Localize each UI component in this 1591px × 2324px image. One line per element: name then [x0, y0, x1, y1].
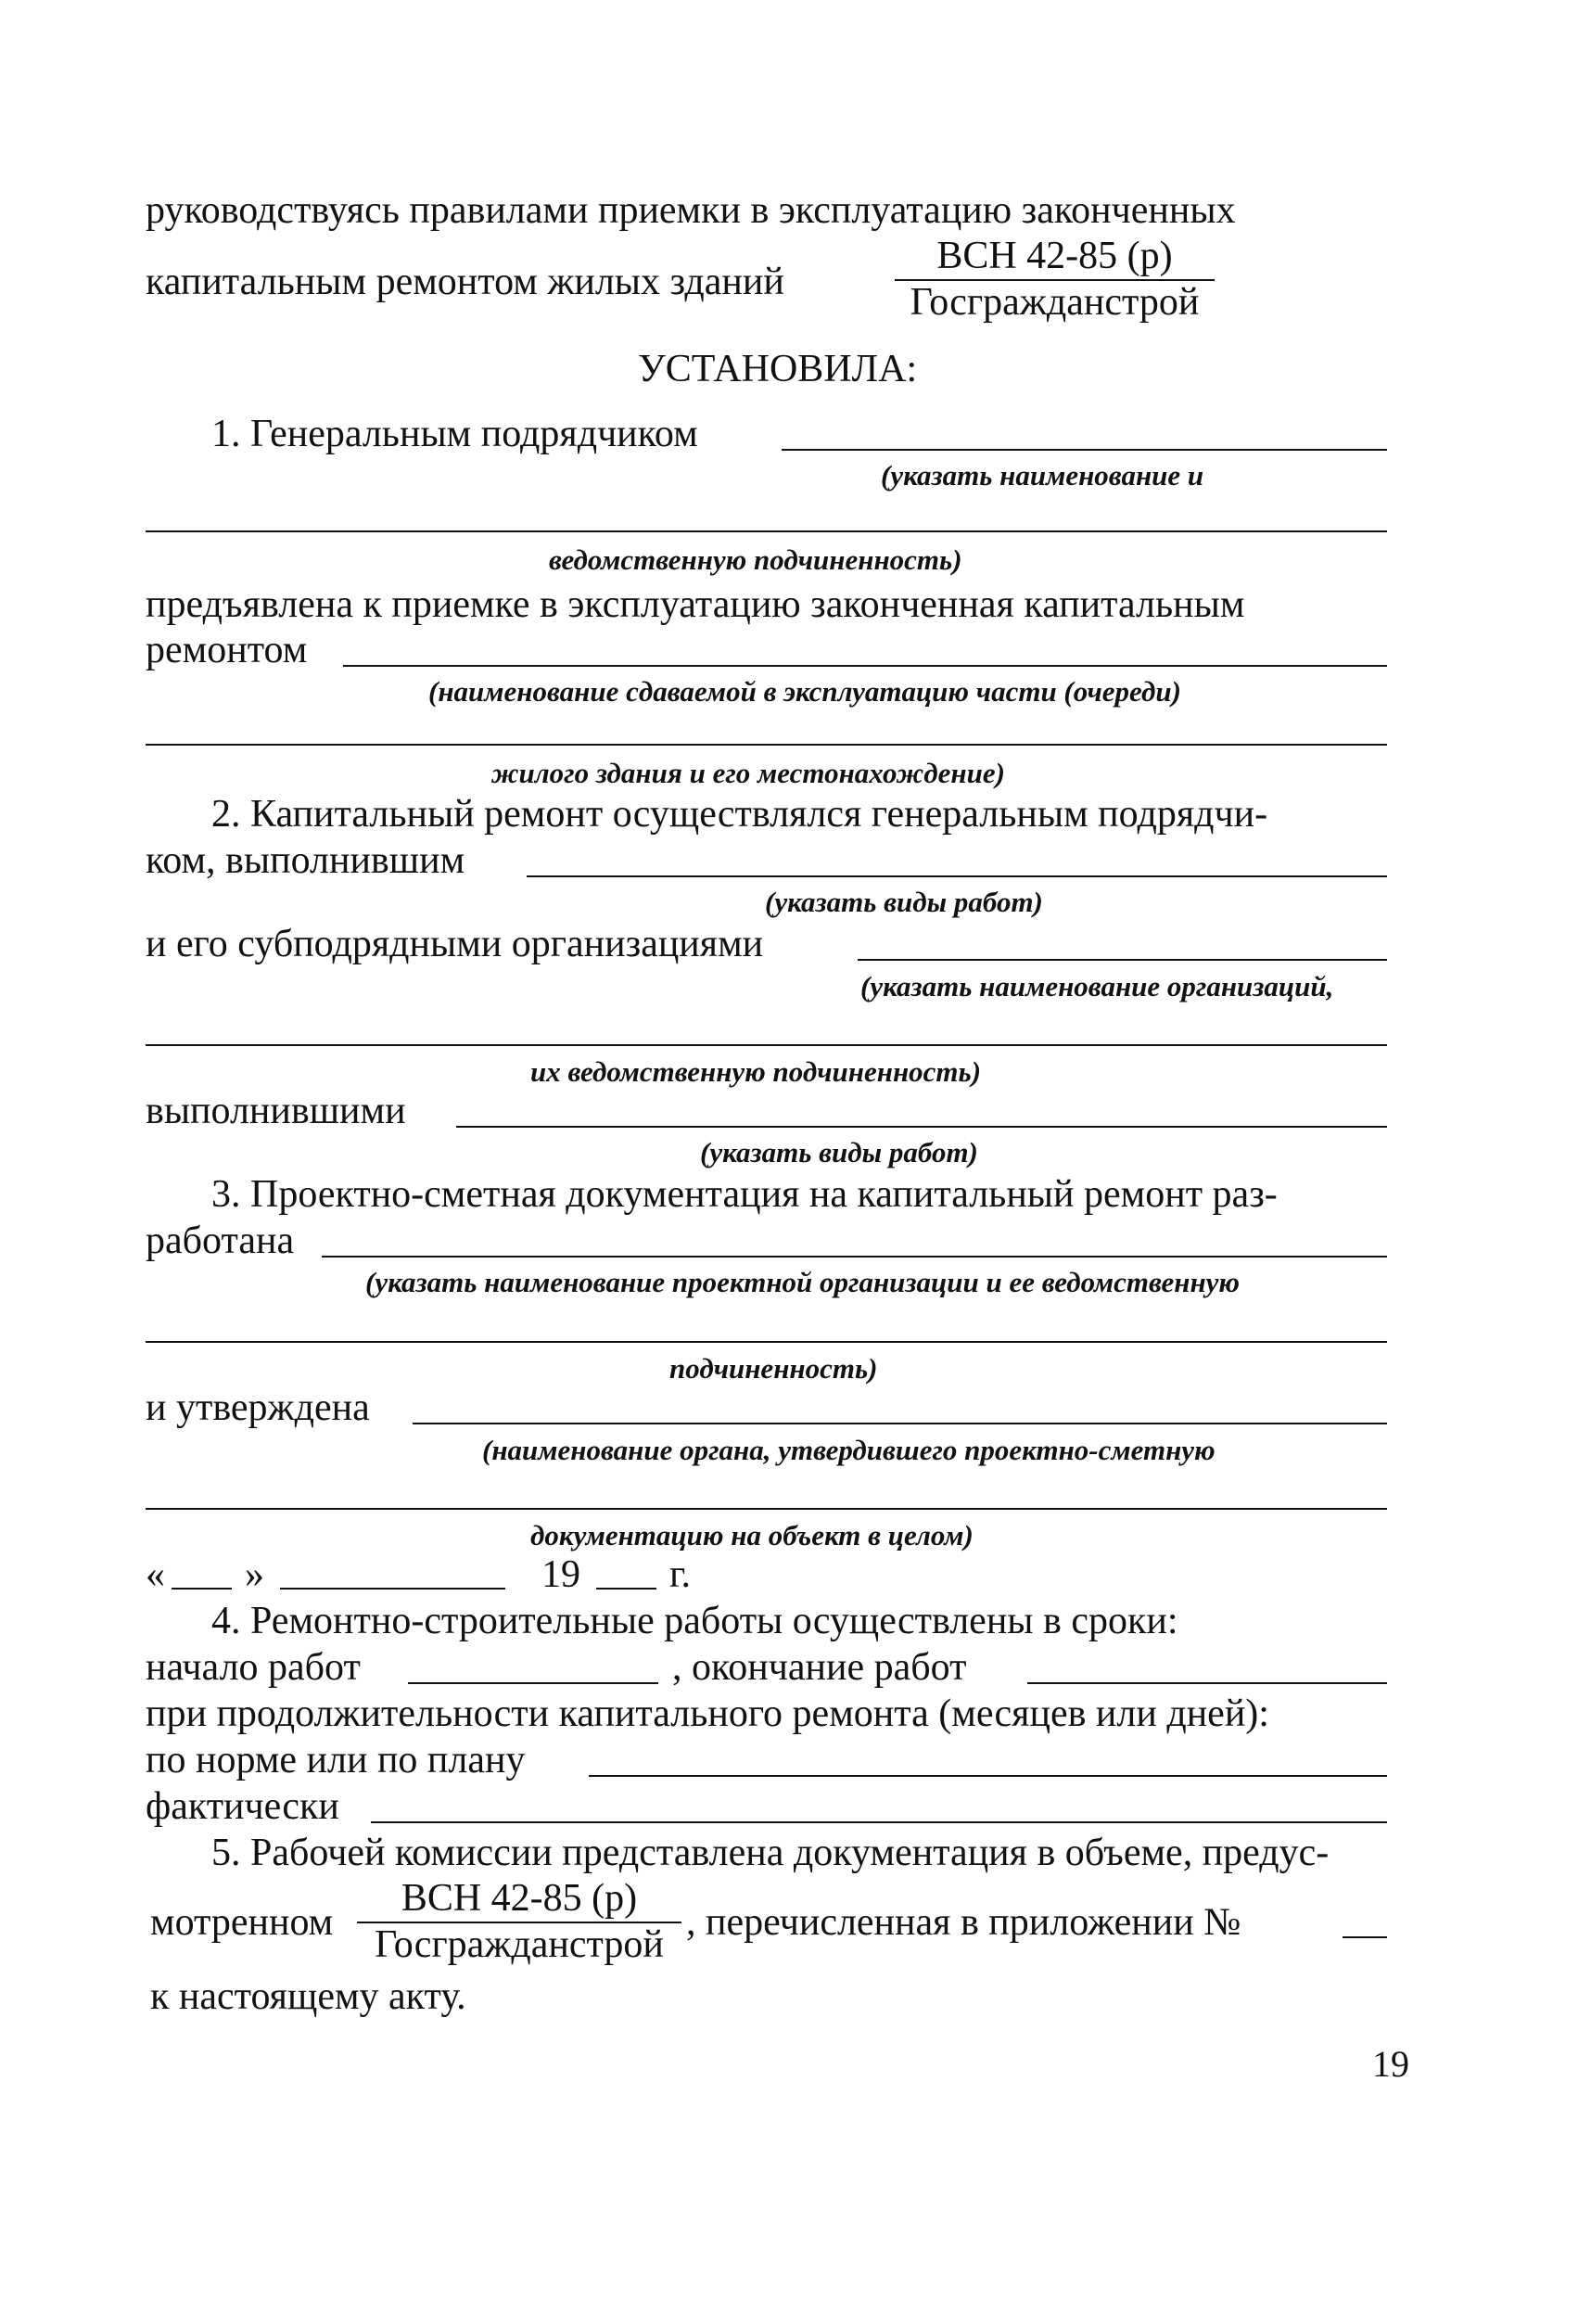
s2-fill-line-1[interactable] [527, 875, 1387, 877]
s5-line-2-suffix: , перечисленная в приложении № [686, 1901, 1241, 1944]
s5-line-3: к настоящему акту. [150, 1975, 466, 2018]
s3-caption-4: документацию на объект в целом) [530, 1519, 974, 1551]
date-day-field[interactable] [172, 1588, 232, 1590]
norm-denominator: Госгражданстрой [910, 281, 1200, 324]
s3-caption-1: (указать наименование проектной организации и ее ведомственную [365, 1266, 1241, 1298]
s2-caption-4: (указать виды работ) [700, 1136, 978, 1168]
s1-caption-4: жилого здания и его местонахождение) [491, 757, 1005, 789]
s3-caption-2: подчиненность) [669, 1352, 878, 1385]
page-number: 19 [1372, 2043, 1409, 2085]
s3-line-2: работана [146, 1219, 295, 1262]
s3-fill-line-3[interactable] [413, 1423, 1387, 1424]
s5-norm-numerator: ВСН 42-85 (р) [357, 1879, 681, 1923]
s3-line-3: и утверждена [146, 1386, 370, 1429]
s2-caption-3: их ведомственную подчиненность) [530, 1055, 982, 1088]
s4-line-1: 4. Ремонтно-строительные работы осуществлены в сроки: [211, 1600, 1178, 1642]
s3-line-1: 3. Проектно-сметная документация на капитальный ремонт раз- [211, 1173, 1278, 1216]
s2-line-1: 2. Капитальный ремонт осуществлялся генеральным подрядчи- [211, 793, 1268, 836]
intro-line-1: руководствуясь правилами приемки в эксплуатацию законченных [146, 189, 1236, 232]
s3-fill-line-1[interactable] [322, 1256, 1387, 1258]
s4-actual-label: фактически [146, 1785, 339, 1828]
s1-line-b: ремонтом [146, 629, 308, 671]
s1-caption-2: ведомственную подчиненность) [549, 543, 962, 576]
s1-label: 1. Генеральным подрядчиком [211, 413, 698, 455]
s5-line-1: 5. Рабочей комиссии представлена документация в объеме, предус- [211, 1832, 1330, 1874]
heading-ustanovila: УСТАНОВИЛА: [638, 348, 918, 390]
s1-fill-line-2[interactable] [146, 530, 1387, 532]
s2-line-2: ком, выполнившим [146, 839, 465, 882]
s1-fill-line-3[interactable] [343, 665, 1387, 667]
s3-fill-line-4[interactable] [146, 1508, 1387, 1510]
s4-start-label: начало работ [146, 1646, 361, 1689]
s4-end-field[interactable] [1027, 1682, 1387, 1684]
date-open-quote: « [146, 1553, 165, 1596]
s2-caption-2: (указать наименование организаций, [860, 970, 1334, 1002]
s4-norm-field[interactable] [589, 1775, 1387, 1777]
s4-actual-field[interactable] [371, 1821, 1387, 1823]
s1-fill-line-4[interactable] [146, 744, 1387, 746]
s4-end-label: , окончание работ [672, 1646, 967, 1689]
s5-line-2-prefix: мотренном [150, 1901, 334, 1944]
s2-line-4: выполнившими [146, 1090, 406, 1132]
norm-numerator: ВСН 42-85 (р) [895, 236, 1215, 281]
s5-norm-fraction [357, 1879, 681, 1964]
norm-fraction [895, 236, 1215, 322]
s1-line-a: предъявлена к приемке в эксплуатацию законченная капитальным [146, 583, 1245, 626]
s1-caption-1: (указать наименование и [881, 459, 1204, 492]
date-year-field[interactable] [596, 1588, 656, 1590]
date-close-quote: » [245, 1553, 264, 1596]
s2-line-3: и его субподрядными организациями [146, 923, 764, 965]
intro-line-2: капитальным ремонтом жилых зданий [146, 261, 784, 303]
s2-caption-1: (указать виды работ) [765, 886, 1043, 918]
s3-caption-3: (наименование органа, утвердившего проектно-сметную [482, 1434, 1216, 1466]
date-year-prefix: 19 [541, 1553, 580, 1596]
s2-fill-line-2[interactable] [858, 959, 1387, 961]
date-month-field[interactable] [280, 1588, 505, 1590]
s4-norm-label: по норме или по плану [146, 1739, 526, 1781]
s2-fill-line-3[interactable] [146, 1044, 1387, 1046]
s1-fill-line-1[interactable] [782, 449, 1387, 451]
date-suffix: г. [669, 1553, 691, 1596]
s2-fill-line-4[interactable] [456, 1126, 1387, 1128]
s4-start-field[interactable] [408, 1682, 658, 1684]
s3-fill-line-2[interactable] [146, 1341, 1387, 1343]
s1-caption-3: (наименование сдаваемой в эксплуатацию части (очереди) [428, 675, 1181, 708]
s4-line-3: при продолжительности капитального ремонта (месяцев или дней): [146, 1692, 1269, 1735]
s5-appendix-number-field[interactable] [1343, 1936, 1387, 1938]
s5-norm-denominator: Госгражданстрой [375, 1923, 664, 1966]
